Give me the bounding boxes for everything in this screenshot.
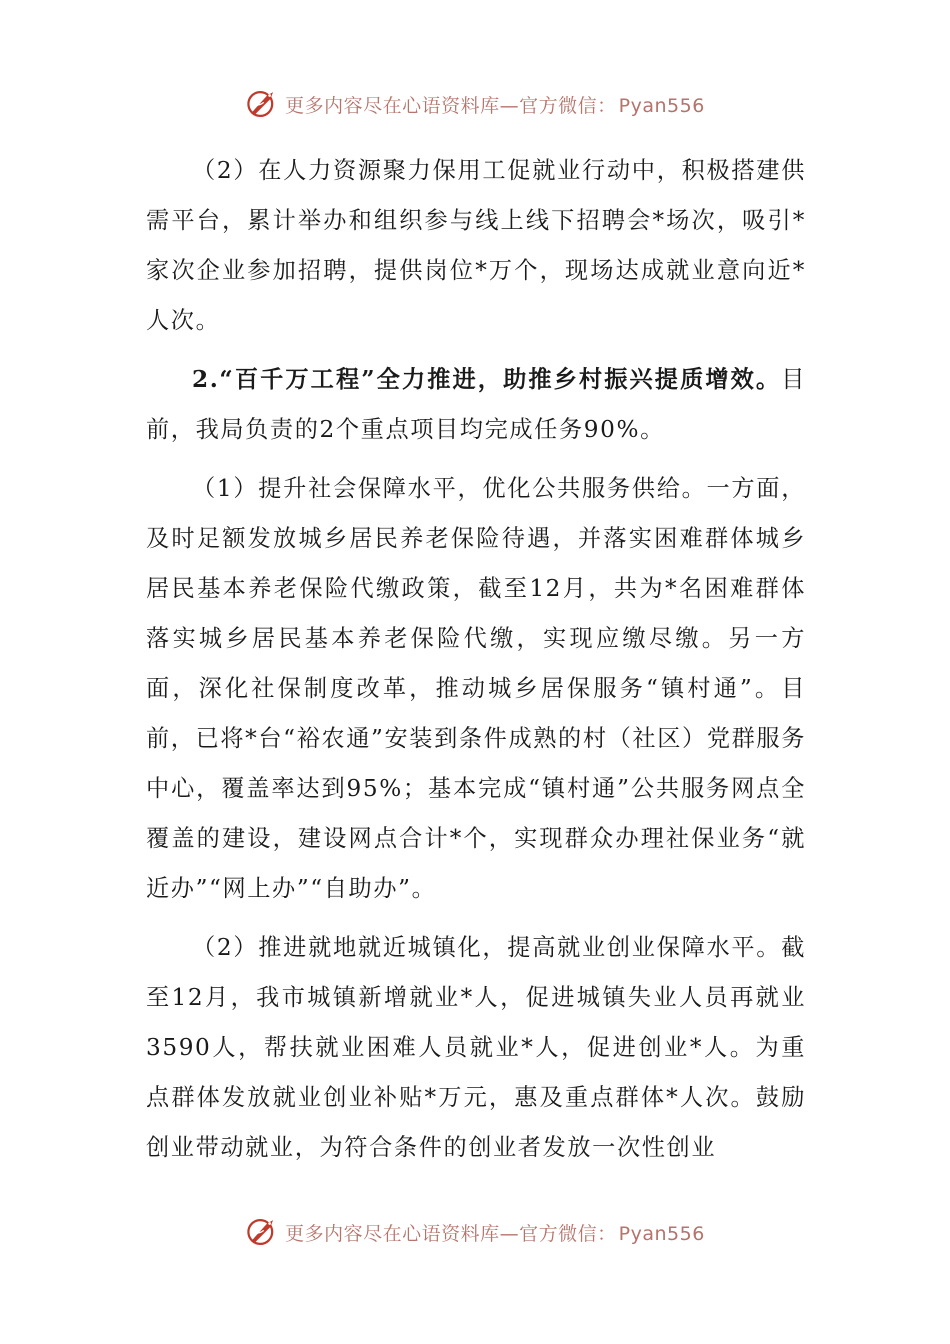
watermark-label: 更多内容尽在心语资料库—官方微信： — [285, 1222, 617, 1245]
paragraph-2 — [146, 355, 806, 455]
watermark-text — [285, 91, 705, 118]
paragraph-3: （1）提升社会保障水平，优化公共服务供给。一方面，及时足额发放城乡居民养老保险待遇，并落实困难群体城乡居民基本养老保险代缴政策，截至12月，共为*名困难群体落实城乡居民基本养老保险代缴，实现应缴尽缴。另一方面，深化社保制度改革，推动城乡居保服务“镇村通”。目前，已将*台“裕农通”安装到条件成熟的村（社区）党群服务中心，覆盖率达到95%；基本完成“镇村通”公共服务网点全覆盖的建设，建设网点合计*个，实现群众办理社保业务“就近办”“网上办”“自助办”。 — [146, 475, 806, 902]
section-heading-body: 目前，我局负责的2个重点项目均完成任务90%。 — [146, 366, 806, 443]
watermark-text — [285, 1219, 705, 1246]
watermark-label: 更多内容尽在心语资料库—官方微信： — [285, 94, 617, 117]
paragraph-4: （2）推进就地就近城镇化，提高就业创业保障水平。截至12月，我市城镇新增就业*人，促进城镇失业人员再就业3590人，帮扶就业困难人员就业*人，促进创业*人。为重点群体发放就业创业补贴*万元，惠及重点群体*人次。鼓励创业带动就业，为符合条件的创业者发放一次性创业 — [146, 934, 806, 1161]
section-heading: 2.“百千万工程”全力推进，助推乡村振兴提质增效。 — [192, 366, 782, 393]
footer-watermark — [0, 1212, 950, 1252]
watermark-wechat-id: Pyan556 — [618, 94, 705, 117]
paragraph-1: （2）在人力资源聚力保用工促就业行动中，积极搭建供需平台，累计举办和组织参与线上线下招聘会*场次，吸引*家次企业参加招聘，提供岗位*万个，现场达成就业意向近*人次。 — [146, 157, 806, 334]
pen-nib-logo-icon — [245, 87, 279, 121]
watermark-wechat-id: Pyan556 — [618, 1222, 705, 1245]
header-watermark — [0, 84, 950, 124]
document-body — [146, 146, 806, 1182]
pen-nib-logo-icon — [245, 1215, 279, 1249]
